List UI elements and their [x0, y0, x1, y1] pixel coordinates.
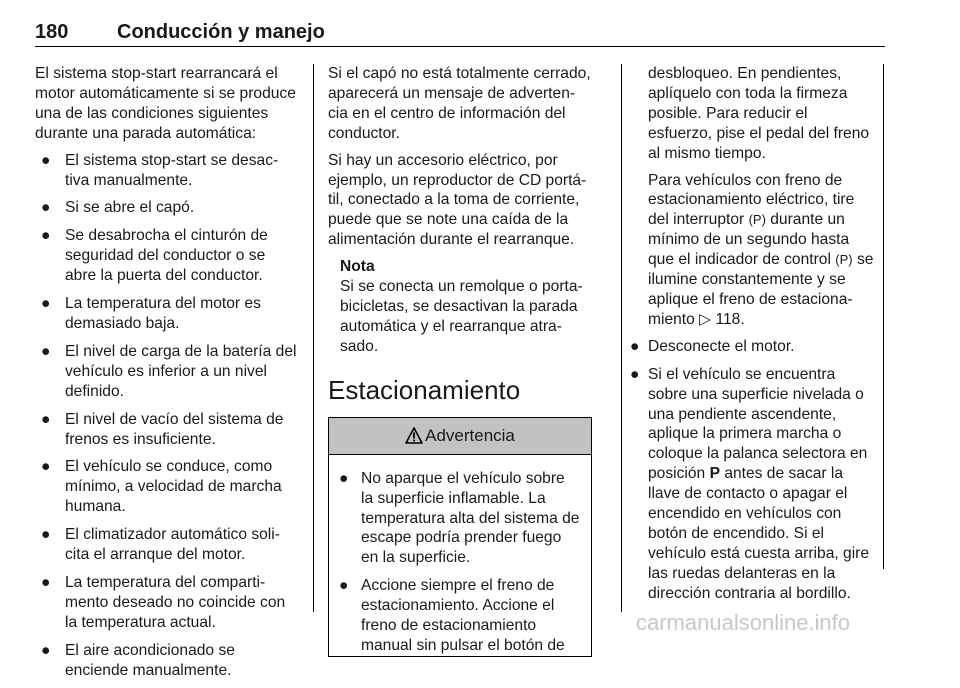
warning-title: Advertencia — [425, 425, 515, 445]
list-item: ● El climatizador automático soli-cita el arranque del motor. — [41, 526, 280, 564]
list-item: ● El vehículo se conduce, como mínimo, a velocidad de marcha humana. — [41, 458, 282, 516]
watermark: carmanualsonline.info — [636, 610, 851, 635]
page-title: Conducción y manejo — [117, 21, 325, 43]
list-item: ● El aire acondicionado se enciende manualmente. — [41, 641, 235, 679]
page-reference[interactable]: 118. — [715, 310, 745, 328]
column-right-rule — [883, 64, 884, 569]
note-block — [328, 257, 592, 357]
list-item: ● La temperatura del motor es demasiado baja. — [41, 295, 261, 332]
column-1 — [35, 64, 300, 688]
column-divider — [313, 64, 314, 612]
column-2 — [328, 64, 592, 657]
list-item: ● El nivel de vacío del sistema de frenos es insuficiente. — [41, 410, 284, 448]
warning-icon — [405, 427, 423, 444]
gear-position-p: P — [709, 465, 720, 483]
note-text: Si se conecta un remolque o porta-bicicletas, se desactivan la parada automática y el rearranque atra-sado. — [340, 278, 583, 355]
list-item: ● El nivel de carga de la batería del vehículo es inferior a un nivel definido. — [41, 342, 297, 400]
list-item: ● Accione siempre el freno de estacionamiento. Accione el freno de estacionamiento manual sin pulsar el botón de — [339, 577, 565, 654]
electric-brake-paragraph: Para vehículos con freno de estacionamiento eléctrico, tire del interruptor (P) durante un mínimo de un segundo hasta que el indicador de control (P) se ilumine constantemente y se aplique el freno de estaciona-miento ▷ 118. — [648, 171, 874, 328]
column-3 — [630, 64, 874, 612]
warning-box — [328, 417, 592, 657]
page-header — [35, 10, 885, 47]
list-item: ● Se desabrocha el cinturón de seguridad del conductor o se abre la puerta del conductor. — [41, 227, 268, 285]
section-heading: Estacionamiento — [328, 374, 521, 405]
page-reference-arrow-icon: ▷ — [699, 310, 712, 328]
note-title: Nota — [340, 258, 375, 276]
list-item: ● Desconecte el motor. — [630, 337, 795, 355]
list-item: ● Si se abre el capó. — [41, 199, 195, 217]
list-item: ● El sistema stop-start se desac-tiva manualmente. — [41, 151, 279, 189]
restart-conditions-list — [35, 151, 300, 681]
warning-header — [329, 417, 591, 455]
warning-body — [329, 455, 591, 656]
parking-steps-list — [630, 337, 874, 604]
continued-paragraph: desbloqueo. En pendientes, aplíquelo con toda la firmeza posible. Para reducir el esfuerzo, pise el pedal del freno al mismo tiempo. — [648, 65, 870, 162]
page-number: 180 — [35, 21, 69, 43]
list-item: ● No aparque el vehículo sobre la superficie inflamable. La temperatura alta del sistema de escape podría prender fuego en la superficie. — [339, 469, 580, 567]
list-item: ● Si el vehículo se encuentra sobre una superficie nivelada o una pendiente ascendente, aplique la primera marcha o coloque la palanca selectora en posición P antes de sacar la llave de contacto o apagar el encendido en vehículos con botón de encendido. Si el vehículo está cuesta arriba, gire las ruedas delanteras en la dirección contraria al bordillo. — [630, 365, 870, 602]
list-item: ● La temperatura del comparti-mento deseado no coincide con la temperatura actual. — [41, 573, 286, 631]
parking-brake-indicator-icon: (P) — [835, 252, 853, 268]
column-divider — [621, 64, 622, 612]
intro-paragraph: El sistema stop-start rearrancará el motor automáticamente si se produce una de las condiciones siguientes durante una parada automática: — [35, 65, 296, 142]
parking-brake-switch-icon: (P) — [748, 212, 766, 228]
accessory-paragraph: Si hay un accesorio eléctrico, por ejemplo, un reproductor de CD portá-til, conectado a la toma de corriente, puede que se note una caída de la alimentación durante el rearranque. — [328, 151, 587, 249]
hood-paragraph: Si el capó no está totalmente cerrado, aparecerá un mensaje de adverten-cia en el centro de información del conductor. — [328, 65, 591, 142]
